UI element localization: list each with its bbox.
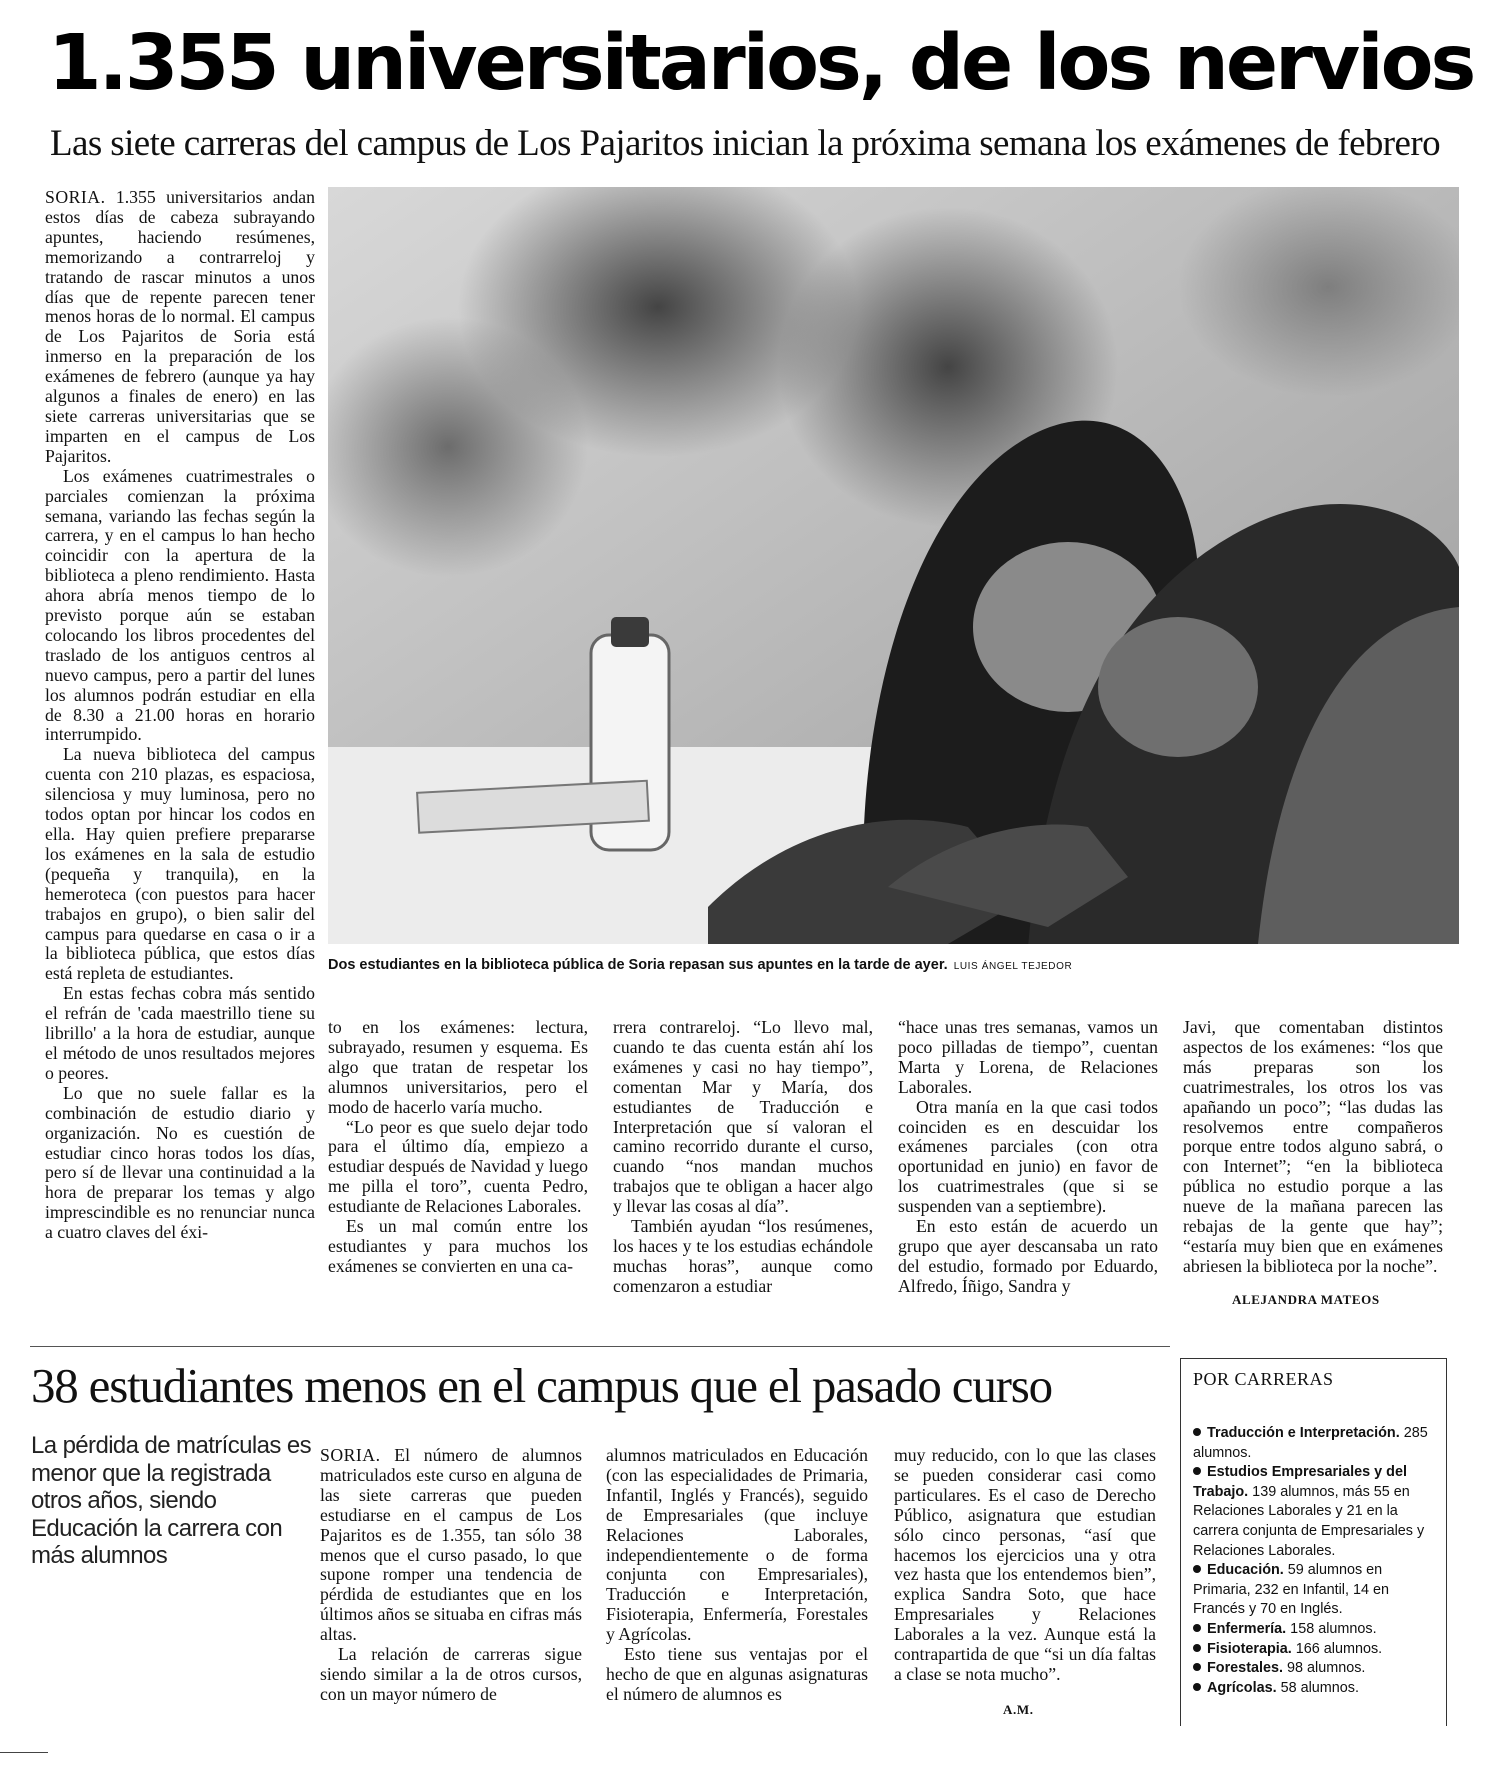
degree-name: Fisioterapia. — [1207, 1640, 1292, 1657]
article2-column-3 — [894, 1446, 1156, 1685]
paragraph-text: to en los exámenes: lectura, subrayado, resumen y esquema. Es algo que tratan de respetar los alumnos universitarios, pero el modo de hacerlo varía mucho. — [328, 1017, 588, 1117]
degree-name: Enfermería. — [1207, 1620, 1287, 1637]
paragraph-text: Javi, que comentaban distintos aspectos de los exámenes: “los que más preparas son los cuatrimestrales, los otros los vas apañando un poco”; “las dudas las resolvemos entre compañeros porque entre todos alguno sabrá, o con Internet”; “en la biblioteca pública no estudio porque a las nueve de la mañana parecen las rebajas de la gente que hay”; “estaría muy bien que en exámenes abriesen la biblioteca por la noche”. — [1183, 1017, 1443, 1276]
degree-name: Traducción e Interpretación. — [1207, 1425, 1400, 1441]
article-column-3 — [613, 1018, 873, 1297]
paragraph-text: “Lo peor es que suelo dejar todo para el último día, empiezo a estudiar después de Navidad y luego me pilla el toro”, cuenta Pedro, estudiante de Relaciones Laborales. — [328, 1116, 588, 1217]
paragraph-text: alumnos matriculados en Educación (con las especialidades de Primaria, Infantil, Inglés y Francés), seguido de Empresariales (que incluye Relaciones Laborales, independientemente o de forma conjunta con Empresariales), Traducción e Interpretación, Fisioterapia, Enfermería, Forestales y Agrícolas. — [606, 1445, 868, 1645]
paragraph-text: La nueva biblioteca del campus cuenta con 210 plazas, es espaciosa, silenciosa y muy luminosa, pero no todos optan por hincar los codos en ella. Hay quien prefiere prepararse los exámenes en la sala de estudio (pequeña y tranquila), en la hemeroteca (con puestos para hacer trabajos en grupo), o bien salir del campus para quedarse en casa o ir a la biblioteca pública, que estos días está repleta de estudiantes. — [45, 744, 315, 984]
paragraph — [45, 188, 315, 467]
subheadline: Las siete carreras del campus de Los Pajaritos inician la próxima semana los exámenes de febrero — [50, 123, 1440, 164]
paragraph — [898, 1217, 1158, 1297]
bullet-icon — [1193, 1467, 1201, 1475]
paragraph — [894, 1446, 1156, 1685]
paragraph-text: También ayudan “los resúmenes, los haces y te los estudias echándole muchas horas”, aunque como comenzaron a estudiar — [613, 1216, 873, 1296]
section-divider — [30, 1346, 1170, 1347]
paragraph-text: Los exámenes cuatrimestrales o parciales comienzan la próxima semana, variando las fechas según la carrera, y en el campus lo han hecho coincidir con la apertura de la biblioteca a pleno rendimiento. Hasta ahora abría menos tiempo de lo previsto porque aún se estaban colocando los libros procedentes del traslado de los antiguos centros al nuevo campus, pero a partir del lunes los alumnos podrán estudiar en ella de 8.30 a 21.00 horas en horario interrumpido. — [45, 465, 315, 745]
degree-name: Educación. — [1207, 1562, 1284, 1579]
paragraph-text: La relación de carreras sigue siendo similar a la de otros cursos, con un mayor número de — [320, 1644, 582, 1704]
article-column-5 — [1183, 1018, 1443, 1277]
byline-2: A.M. — [1003, 1702, 1034, 1717]
byline-1: ALEJANDRA MATEOS — [1232, 1292, 1380, 1307]
sidebar-item — [1193, 1679, 1443, 1699]
sidebar-item — [1193, 1463, 1443, 1561]
paragraph — [1183, 1018, 1443, 1277]
article-column-4 — [898, 1018, 1158, 1297]
degree-count: 98 alumnos. — [1283, 1660, 1366, 1677]
article2-column-1 — [320, 1446, 582, 1705]
paragraph — [898, 1098, 1158, 1217]
degree-name: Forestales. — [1207, 1660, 1283, 1677]
paragraph — [320, 1645, 582, 1705]
paragraph — [45, 1084, 315, 1243]
paragraph — [45, 984, 315, 1084]
paragraph — [45, 467, 315, 746]
paragraph — [606, 1645, 868, 1705]
degree-count: 58 alumnos. — [1276, 1679, 1359, 1696]
sidebar-box — [1180, 1358, 1447, 1726]
degree-count: 139 alumnos, más 55 en Relaciones Laborales y 21 en la carrera conjunta de Empresariales y Relaciones Laborales. — [1193, 1483, 1425, 1559]
paragraph-text: “hace unas tres semanas, vamos un poco pilladas de tiempo”, cuentan Marta y Lorena, de Relaciones Laborales. — [898, 1017, 1158, 1097]
paragraph-text: rrera contrareloj. “Lo llevo mal, cuando te das cuenta están ahí los exámenes y casi no hay tiempo”, comentan Mar y María, dos estudiantes de Traducción e Interpretación que sí valoran el camino recorrido durante el curso, cuando “nos mandan muchos trabajos que te obligan a hacer algo y llevar las cosas al día”. — [613, 1017, 873, 1217]
article2-standfirst: La pérdida de matrículas es menor que la registrada otros años, siendo Educación la carrera con más alumnos — [31, 1432, 311, 1569]
bullet-icon — [1193, 1565, 1201, 1573]
paragraph — [613, 1217, 873, 1297]
article-column-1 — [45, 188, 315, 1243]
degree-name: Agrícolas. — [1207, 1679, 1277, 1696]
degree-count: 166 alumnos. — [1291, 1640, 1383, 1657]
bullet-icon — [1193, 1624, 1201, 1632]
caption-text: Dos estudiantes en la biblioteca pública de Soria repasan sus apuntes en la tarde de ayer. — [328, 957, 948, 973]
paragraph-text: 1.355 universitarios andan estos días de cabeza subrayando apuntes, haciendo resúmenes, memorizando a contrarreloj y tratando de rascar minutos a unos días que de repente parecen tener menos horas de lo normal. El campus de Los Pajaritos de Soria está inmerso en la preparación de los exámenes de febrero (aunque ya hay algunos a finales de enero) en las siete carreras universitarias que se imparten en el campus de Los Pajaritos. — [45, 187, 315, 466]
paragraph — [328, 1018, 588, 1118]
paragraph-text: En esto están de acuerdo un grupo que ayer descansaba un rato del estudio, formado por Eduardo, Alfredo, Íñigo, Sandra y — [898, 1216, 1158, 1296]
article2-column-2 — [606, 1446, 868, 1705]
paragraph — [328, 1217, 588, 1277]
sidebar-item — [1193, 1561, 1443, 1620]
paragraph — [898, 1018, 1158, 1098]
bullet-icon — [1193, 1663, 1201, 1671]
article2-headline: 38 estudiantes menos en el campus que el pasado curso — [31, 1358, 1052, 1413]
degree-count: 59 alumnos en Primaria, 232 en Infantil, 14 en Francés y 70 en Inglés. — [1193, 1562, 1389, 1618]
photo-caption — [328, 957, 1459, 973]
paragraph-text: En estas fechas cobra más sentido el refrán de 'cada maestrillo tiene su librillo' a la hora de estudiar, aunque el método de unos resultados mejores o peores. — [45, 983, 315, 1083]
bullet-icon — [1193, 1644, 1201, 1652]
news-photo — [328, 187, 1459, 944]
paragraph — [320, 1446, 582, 1645]
photo-credit: LUIS ÁNGEL TEJEDOR — [953, 961, 1073, 972]
bullet-icon — [1193, 1428, 1201, 1436]
article-column-2 — [328, 1018, 588, 1277]
paragraph-text: El número de alumnos matriculados este curso en alguna de las siete carreras que pueden estudiarse en el campus de Los Pajaritos es de 1.355, tan sólo 38 menos que el curso pasado, lo que supone romper una tendencia de pérdida de estudiantes que en los últimos años se situaba en cifras más altas. — [320, 1445, 582, 1645]
footer-rule — [0, 1752, 48, 1753]
paragraph-text: Es un mal común entre los estudiantes y para muchos los exámenes se convierten en una ca- — [328, 1216, 588, 1276]
paragraph-text: Otra manía en la que casi todos coinciden es en descuidar los exámenes parciales (con otra oportunidad en junio) en favor de los cuatrimestrales (que si se suspenden van a septiembre). — [898, 1096, 1158, 1217]
sidebar-item — [1193, 1620, 1443, 1640]
paragraph-text: Lo que no suele fallar es la combinación de estudio diario y organización. No es cuestión de estudiar cinco horas todos los días, pero sí de llevar una continuidad a la hora de preparar los temas y algo imprescindible es no renunciar nunca a cuatro claves del éxi- — [45, 1082, 315, 1243]
paragraph — [606, 1446, 868, 1645]
paragraph-text: Esto tiene sus ventajas por el hecho de que en algunas asignaturas el número de alumnos es — [606, 1644, 868, 1704]
dateline: SORIA. — [45, 187, 106, 207]
sidebar-title: POR CARRERAS — [1193, 1369, 1334, 1389]
degree-name: Estudios Empresariales y del Trabajo. — [1193, 1464, 1407, 1500]
dateline: SORIA. — [320, 1445, 381, 1465]
paragraph — [613, 1018, 873, 1217]
degree-count: 285 alumnos. — [1193, 1425, 1428, 1461]
sidebar-list — [1193, 1424, 1443, 1698]
sidebar-item — [1193, 1424, 1443, 1463]
paragraph — [328, 1118, 588, 1218]
sidebar-item — [1193, 1640, 1443, 1660]
headline: 1.355 universitarios, de los nervios — [48, 19, 1474, 108]
paragraph — [45, 745, 315, 984]
degree-count: 158 alumnos. — [1286, 1620, 1377, 1637]
paragraph-text: muy reducido, con lo que las clases se pueden considerar casi como particulares. Es el caso de Derecho Público, asignatura que estudian sólo cinco personas, “así que hacemos los ejercicios una y otra vez hasta que los entendemos bien”, explica Sandra Soto, que hace Empresariales y Relaciones Laborales a la vez. Aunque está la contrapartida de que “si un día faltas a clase se nota mucho”. — [894, 1445, 1156, 1684]
sidebar-item — [1193, 1659, 1443, 1679]
bullet-icon — [1193, 1683, 1201, 1691]
